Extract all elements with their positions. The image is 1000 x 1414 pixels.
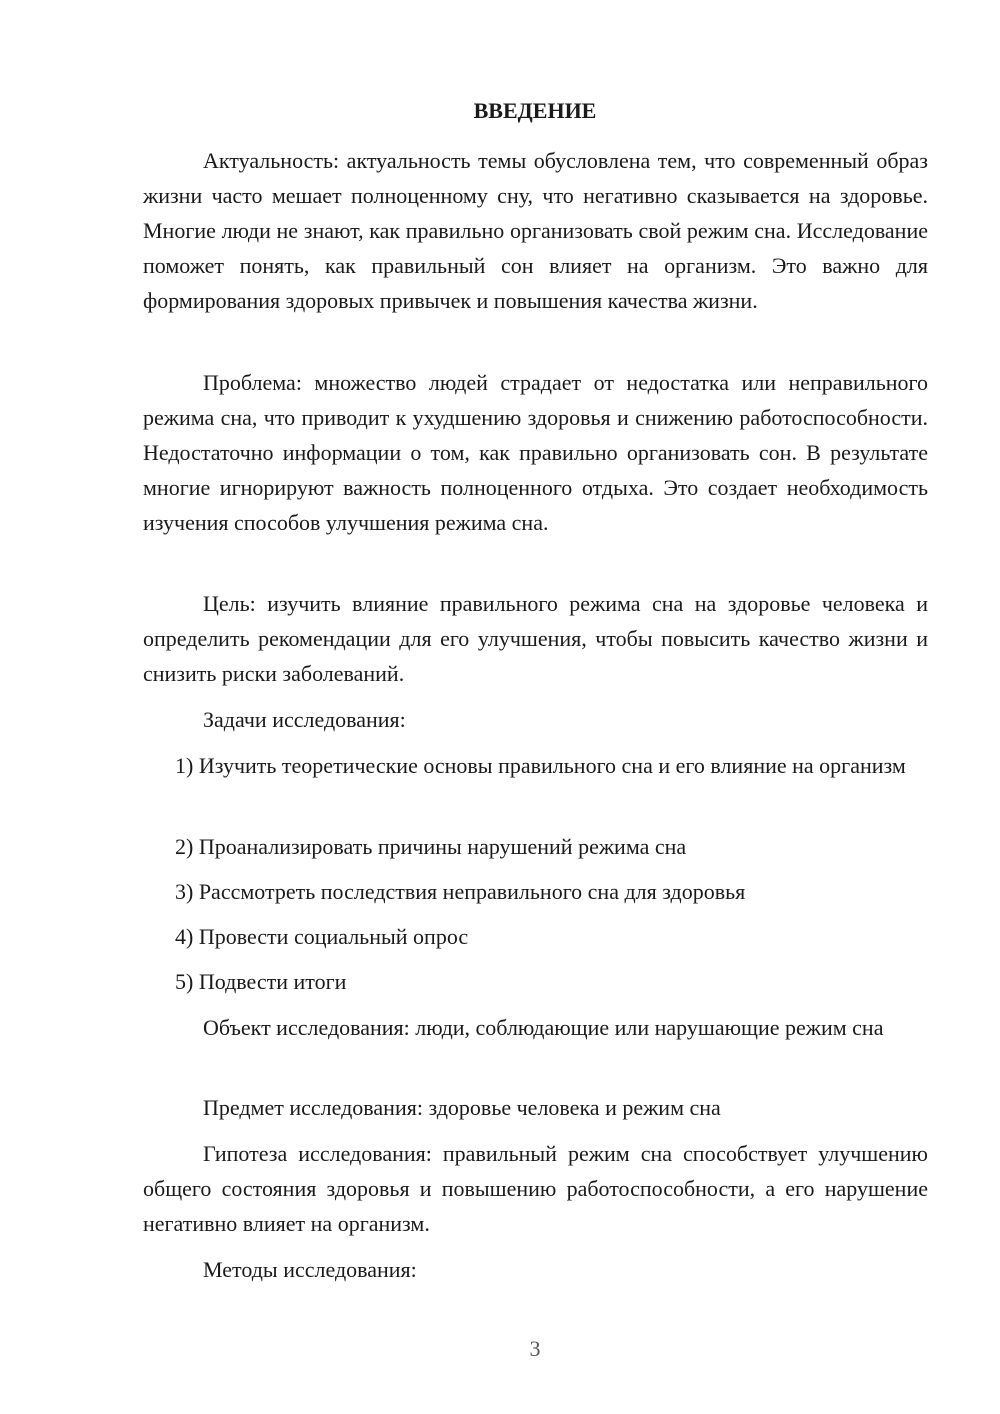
task-item-5: 5) Подвести итоги [175,969,347,994]
task-item-3: 3) Рассмотреть последствия неправильного сна для здоровья [175,879,746,904]
task-item-2: 2) Проанализировать причины нарушений режима сна [175,834,687,859]
tasks-heading: Задачи исследования: [203,707,406,732]
page-number: 3 [529,1336,541,1361]
page-title: ВВЕДЕНИЕ [473,98,597,123]
object-paragraph: Объект исследования: люди, соблюдающие или нарушающие режим сна [203,1015,884,1040]
hypothesis-paragraph: Гипотеза исследования: правильный режим сна способствует улучшению общего состояния здоровья и повышению работоспособности, а его нарушение негативно влияет на организм. [143,1141,928,1236]
relevance-paragraph: Актуальность: актуальность темы обусловлена тем, что современный образ жизни часто мешает полноценному сну, что негативно сказывается на здоровье. Многие люди не знают, как правильно организовать свой режим сна. Исследование поможет понять, как правильный сон влияет на организм. Это важно для формирования здоровых привычек и повышения качества жизни. [143,148,928,313]
task-item-1: 1) Изучить теоретические основы правильного сна и его влияние на организм [175,753,906,778]
goal-paragraph: Цель: изучить влияние правильного режима сна на здоровье человека и определить рекомендации для его улучшения, чтобы повысить качество жизни и снизить риски заболеваний. [143,591,928,686]
problem-paragraph: Проблема: множество людей страдает от недостатка или неправильного режима сна, что приводит к ухудшению здоровья и снижению работоспособности. Недостаточно информации о том, как правильно организовать сон. В результате многие игнорируют важность полноценного отдыха. Это создает необходимость изучения способов улучшения режима сна. [143,370,928,535]
subject-paragraph: Предмет исследования: здоровье человека и режим сна [203,1095,721,1120]
methods-heading: Методы исследования: [203,1257,417,1282]
task-item-4: 4) Провести социальный опрос [175,924,469,949]
